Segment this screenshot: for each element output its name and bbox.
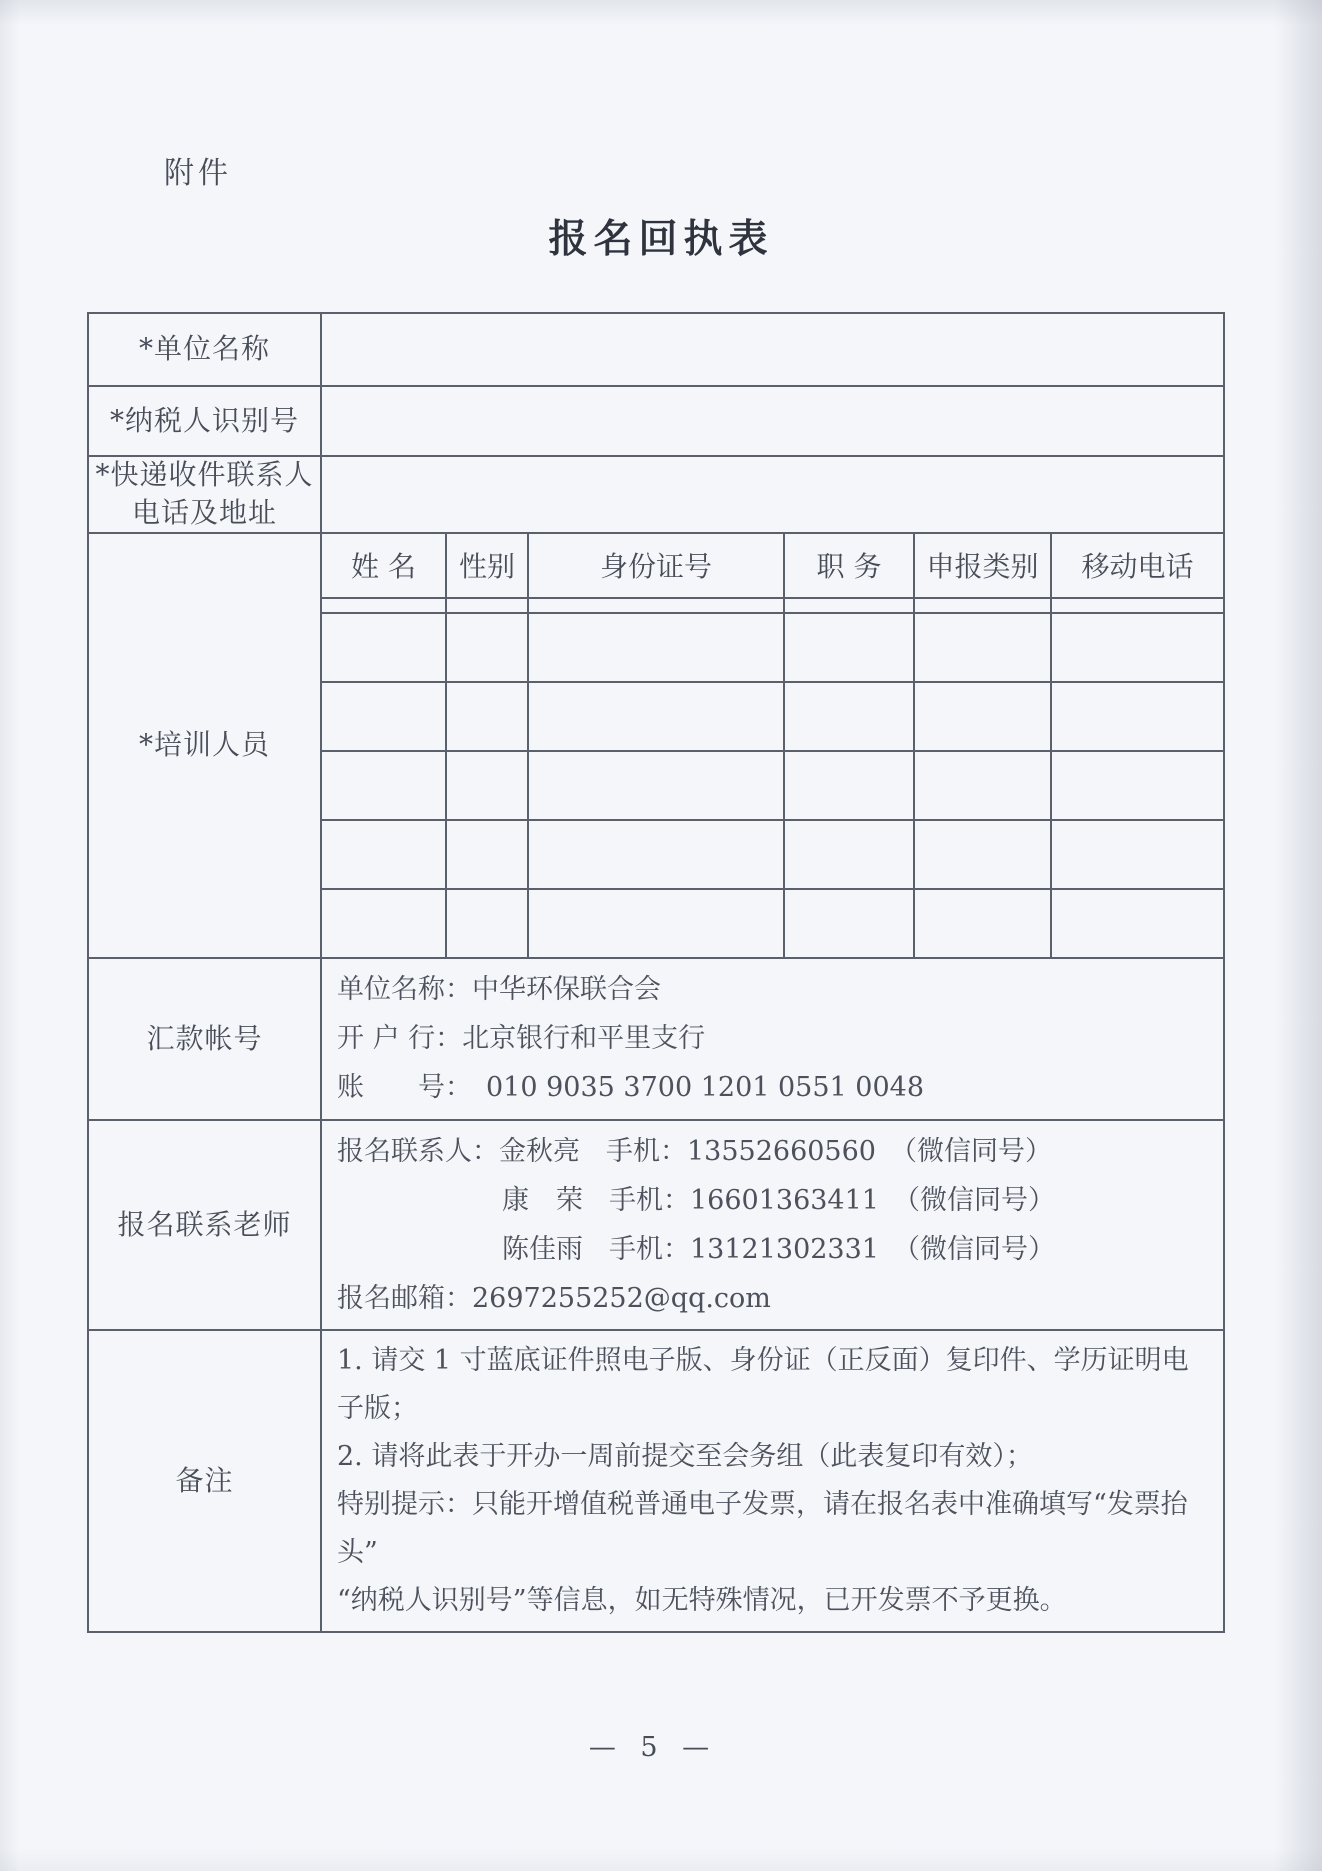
trainee-cell bbox=[447, 752, 529, 819]
trainee-cell bbox=[1052, 752, 1223, 819]
contact-phone: 13121302331 bbox=[690, 1233, 879, 1265]
trainees-subtable bbox=[322, 534, 1223, 957]
courier-contact-label-line1: *快递收件联系人 bbox=[95, 458, 314, 492]
courier-contact-label bbox=[89, 457, 322, 532]
trainee-cell bbox=[1052, 821, 1223, 888]
trainee-cell bbox=[915, 752, 1052, 819]
trainee-cell bbox=[322, 890, 447, 957]
trainees-spacer-row bbox=[322, 599, 1223, 614]
remittance-bank-line: 开 户 行：北京银行和平里支行 bbox=[337, 1023, 706, 1055]
column-header-mobile: 移动电话 bbox=[1081, 550, 1194, 584]
contact-teachers-label: 报名联系老师 bbox=[89, 1121, 322, 1329]
contact-line-2: 康 荣 手机：16601363411 （微信同号） bbox=[502, 1184, 1055, 1216]
trainee-cell bbox=[447, 683, 529, 750]
contact-name: 金秋亮 bbox=[499, 1135, 580, 1167]
page-title: 报名回执表 bbox=[548, 216, 774, 262]
trainees-header-row bbox=[322, 534, 1223, 599]
trainee-cell bbox=[915, 821, 1052, 888]
contact-name: 康 荣 bbox=[502, 1184, 583, 1216]
trainee-cell bbox=[785, 890, 915, 957]
column-header-duty: 职 务 bbox=[785, 534, 915, 597]
trainee-cell bbox=[447, 614, 529, 681]
trainee-row bbox=[322, 821, 1223, 890]
remarks-line-2: 2. 请将此表于开办一周前提交至会务组（此表复印有效）； bbox=[337, 1440, 1033, 1472]
trainee-cell bbox=[529, 683, 785, 750]
trainee-cell bbox=[322, 614, 447, 681]
courier-contact-value bbox=[322, 457, 1223, 532]
column-header-name: 姓 名 bbox=[322, 534, 447, 597]
remittance-label: 汇款帐号 bbox=[89, 959, 322, 1119]
remarks-line-3: 特别提示：只能开增值税普通电子发票，请在报名表中准确填写“发票抬头” bbox=[337, 1488, 1188, 1568]
trainee-cell bbox=[529, 890, 785, 957]
trainee-row bbox=[322, 752, 1223, 821]
taxpayer-id-label: *纳税人识别号 bbox=[89, 387, 322, 455]
trainee-row bbox=[322, 614, 1223, 683]
contact-email: 2697255252@qq.com bbox=[472, 1282, 771, 1314]
remarks-content bbox=[322, 1331, 1223, 1631]
courier-contact-label-line2: 电话及地址 bbox=[131, 496, 277, 530]
column-header-apply-type: 申报类别 bbox=[915, 534, 1052, 597]
contact-phone: 13552660560 bbox=[687, 1135, 876, 1167]
contact-note: （微信同号） bbox=[892, 1184, 1055, 1216]
trainee-cell bbox=[785, 821, 915, 888]
trainee-row bbox=[322, 890, 1223, 957]
remarks-line-1: 1. 请交 1 寸蓝底证件照电子版、身份证（正反面）复印件、学历证明电子版； bbox=[337, 1344, 1189, 1424]
trainee-cell bbox=[1052, 614, 1223, 681]
trainee-row bbox=[322, 683, 1223, 752]
trainee-cell bbox=[785, 614, 915, 681]
column-header-gender: 性别 bbox=[447, 534, 529, 597]
column-header-id-number: 身份证号 bbox=[529, 534, 785, 597]
contact-name: 陈佳雨 bbox=[502, 1233, 583, 1265]
trainee-cell bbox=[785, 683, 915, 750]
contact-line-1: 报名联系人：金秋亮 手机：13552660560 （微信同号） bbox=[337, 1135, 1052, 1167]
row-contact-teachers bbox=[89, 1121, 1223, 1331]
unit-name-value bbox=[322, 314, 1223, 385]
contact-phone: 16601363411 bbox=[690, 1184, 879, 1216]
trainee-cell bbox=[322, 821, 447, 888]
remittance-content bbox=[322, 959, 1223, 1119]
trainee-cell bbox=[529, 752, 785, 819]
contact-teachers-content bbox=[322, 1121, 1223, 1329]
trainee-cell bbox=[322, 683, 447, 750]
contact-note: （微信同号） bbox=[889, 1135, 1052, 1167]
trainee-cell bbox=[1052, 683, 1223, 750]
remittance-unit-line: 单位名称：中华环保联合会 bbox=[337, 974, 661, 1006]
trainee-cell bbox=[1052, 890, 1223, 957]
contact-note: （微信同号） bbox=[892, 1233, 1055, 1265]
trainees-label: *培训人员 bbox=[89, 534, 322, 957]
taxpayer-id-value bbox=[322, 387, 1223, 455]
page-number: — 5 — bbox=[588, 1732, 718, 1763]
trainee-cell bbox=[915, 890, 1052, 957]
contact-email-line: 报名邮箱：2697255252@qq.com bbox=[337, 1282, 771, 1314]
remarks-label: 备注 bbox=[89, 1331, 322, 1631]
row-remarks bbox=[89, 1331, 1223, 1631]
trainee-cell bbox=[529, 821, 785, 888]
remarks-line-4: “纳税人识别号”等信息，如无特殊情况，已开发票不予更换。 bbox=[337, 1584, 1067, 1616]
trainee-cell bbox=[915, 614, 1052, 681]
attachment-label: 附件 bbox=[164, 156, 232, 191]
registration-form-table bbox=[87, 312, 1225, 1633]
trainee-cell bbox=[447, 821, 529, 888]
trainees-empty-rows bbox=[322, 614, 1223, 957]
row-courier-contact bbox=[89, 457, 1223, 534]
row-unit-name bbox=[89, 314, 1223, 387]
contact-line-3: 陈佳雨 手机：13121302331 （微信同号） bbox=[502, 1233, 1055, 1265]
row-taxpayer-id bbox=[89, 387, 1223, 457]
trainee-cell bbox=[529, 614, 785, 681]
trainee-cell bbox=[322, 752, 447, 819]
unit-name-label: *单位名称 bbox=[89, 314, 322, 385]
trainee-cell bbox=[915, 683, 1052, 750]
row-remittance-account bbox=[89, 959, 1223, 1121]
trainee-cell bbox=[447, 890, 529, 957]
row-trainees bbox=[89, 534, 1223, 959]
remittance-account-line: 账 号： 010 9035 3700 1201 0551 0048 bbox=[337, 1072, 925, 1104]
trainee-cell bbox=[785, 752, 915, 819]
